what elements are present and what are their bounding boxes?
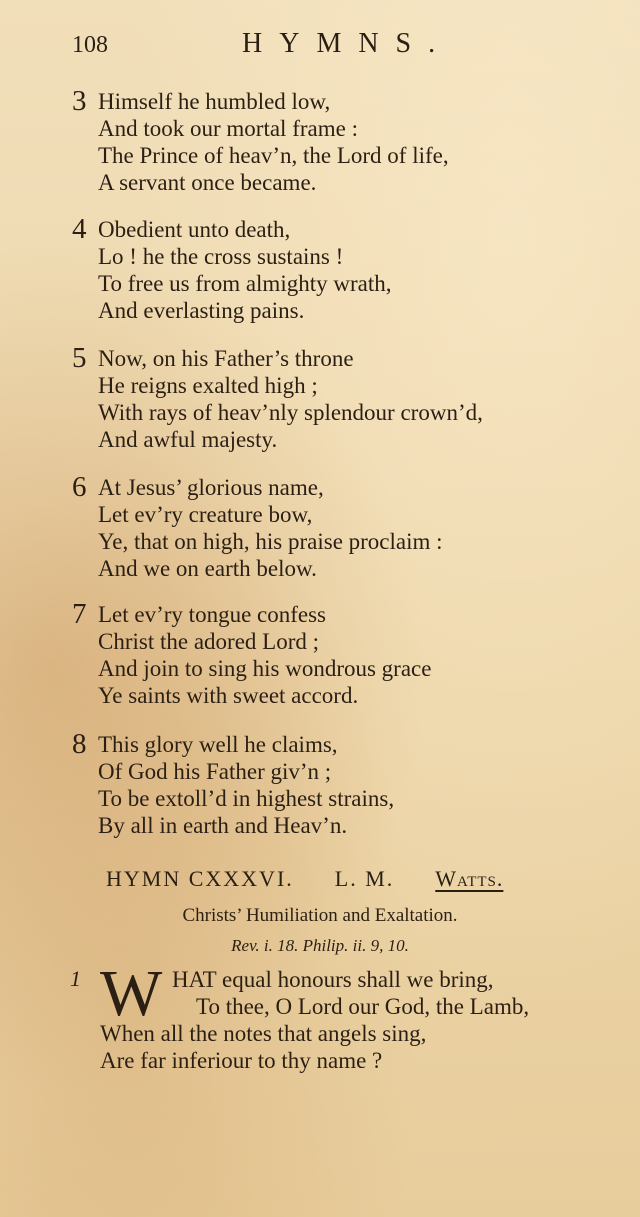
stanza-6 [72, 471, 612, 582]
stanza-5 [72, 342, 612, 453]
verse-line: By all in earth and Heav’n. [98, 813, 348, 838]
verse-line: Of God his Father giv’n ; [98, 759, 332, 784]
verse-line: Himself he humbled low, [98, 89, 331, 114]
verse-line: Now, on his Father’s throne [98, 346, 354, 371]
stanza-3 [72, 85, 612, 196]
verse-line: This glory well he claims, [98, 732, 338, 757]
stanza-number: 7 [72, 598, 87, 630]
verse-line: The Prince of heav’n, the Lord of life, [98, 143, 449, 168]
verse-line: And took our mortal frame : [98, 116, 358, 141]
stanza-number: 6 [72, 471, 87, 503]
verse-line: Obedient unto death, [98, 217, 291, 242]
verse-line: Ye saints with sweet accord. [98, 683, 359, 708]
hymn-author: Watts. [435, 866, 504, 891]
stanza-number: 4 [72, 213, 87, 245]
verse-line: Lo ! he the cross sustains ! [98, 244, 344, 269]
stanza-number: 3 [72, 85, 87, 117]
running-title: HYMNS. [242, 28, 453, 59]
verse-line: Are far inferiour to thy name ? [100, 1048, 383, 1073]
stanza-8 [72, 728, 612, 839]
hymn-number: HYMN CXXXVI. [106, 866, 294, 891]
hymn-meter: L. M. [334, 866, 395, 891]
verse-line: He reigns exalted high ; [98, 373, 318, 398]
verse-line: And we on earth below. [98, 556, 317, 581]
verse-line: To free us from almighty wrath, [98, 271, 392, 296]
verse-line: And awful majesty. [98, 427, 278, 452]
verse-line: And everlasting pains. [98, 298, 305, 323]
verse-line: Let ev’ry tongue confess [98, 602, 327, 627]
verse-line: To be extoll’d in highest strains, [98, 786, 395, 811]
scripture-reference: Rev. i. 18. Philip. ii. 9, 10. [231, 936, 409, 955]
stanza-4 [72, 213, 612, 324]
stanza-7 [72, 598, 612, 709]
stanza-number: 1 [70, 966, 81, 991]
verse-line: When all the notes that angels sing, [100, 1021, 427, 1046]
hymn-title [106, 866, 503, 892]
verse-line: And join to sing his wondrous grace [98, 656, 432, 681]
stanza-number: 5 [72, 342, 87, 374]
verse-line: HAT equal honours shall we bring, [172, 967, 494, 992]
verse-line: Ye, that on high, his praise proclaim : [98, 529, 443, 554]
verse-line: At Jesus’ glorious name, [98, 475, 324, 500]
verse-line: Christ the adored Lord ; [98, 629, 320, 654]
hymn-subtitle: Christs’ Humiliation and Exaltation. [182, 905, 458, 926]
verse-line: A servant once became. [98, 170, 317, 195]
verse-line: Let ev’ry creature bow, [98, 502, 313, 527]
page-number: 108 [72, 32, 108, 58]
page-header [72, 28, 600, 68]
verse-line: To thee, O Lord our God, the Lamb, [196, 994, 530, 1019]
stanza-number: 8 [72, 728, 87, 760]
drop-cap: W [100, 957, 163, 1030]
verse-line: With rays of heav’nly splendour crown’d, [98, 400, 483, 425]
